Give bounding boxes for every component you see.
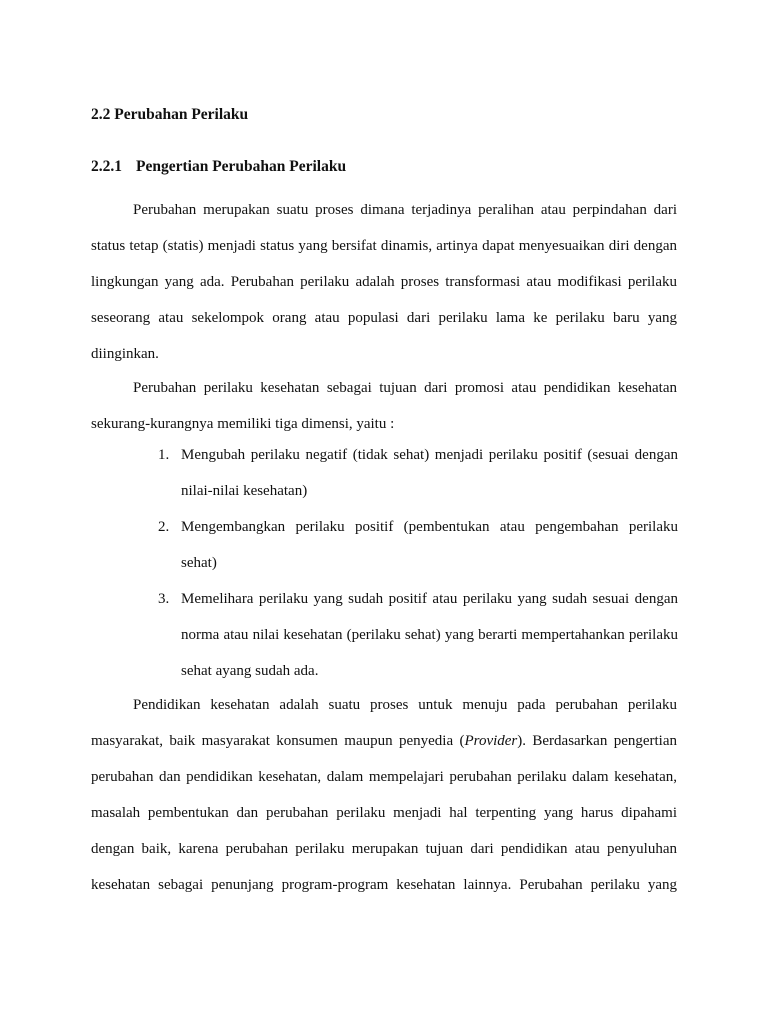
paragraph-line: diinginkan. — [91, 346, 159, 362]
list-line: sehat ayang sudah ada. — [181, 663, 319, 679]
paragraph-2 — [91, 370, 677, 442]
paragraph-line: lingkungan yang ada. Perubahan perilaku adalah proses transformasi atau modifikasi perilaku — [91, 274, 677, 290]
paragraph-line: sekurang-kurangnya memiliki tiga dimensi, yaitu : — [91, 416, 395, 432]
list-line: Mengembangkan perilaku positif (pembentukan atau pengembahan perilaku — [181, 519, 678, 535]
list-item — [158, 581, 678, 689]
paragraph-line: dengan baik, karena perubahan perilaku merupakan tujuan dari pendidikan atau penyuluhan — [91, 841, 677, 857]
list-number: 2. — [158, 519, 170, 535]
paragraph-line: Perubahan merupakan suatu proses dimana terjadinya peralihan atau perpindahan dari — [133, 202, 677, 218]
list-line: nilai-nilai kesehatan) — [181, 483, 308, 499]
text-run: masyarakat, baik masyarakat konsumen maupun penyedia ( — [91, 733, 465, 749]
paragraph-3 — [91, 687, 677, 903]
subsection-number: 2.2.1 — [91, 158, 122, 175]
paragraph-line: perubahan dan pendidikan kesehatan, dalam mempelajari perubahan perilaku dalam kesehatan, — [91, 769, 677, 785]
subsection-title: Pengertian Perubahan Perilaku — [136, 158, 347, 175]
list-line: Memelihara perilaku yang sudah positif atau perilaku yang sudah sesuai dengan — [181, 591, 678, 607]
paragraph-line — [91, 723, 677, 759]
paragraph-line: Pendidikan kesehatan adalah suatu proses untuk menuju pada perubahan perilaku — [133, 697, 677, 713]
text-run: ). Berdasarkan pengertian — [517, 733, 678, 749]
paragraph-line: kesehatan sebagai penunjang program-program kesehatan lainnya. Perubahan perilaku yang — [91, 877, 677, 893]
list-number: 3. — [158, 591, 170, 607]
italic-term: Provider — [464, 733, 518, 749]
paragraph-line: seseorang atau sekelompok orang atau populasi dari perilaku lama ke perilaku baru yang — [91, 310, 677, 326]
section-heading: 2.2 Perubahan Perilaku — [91, 106, 249, 123]
list-item — [158, 437, 678, 509]
list-item — [158, 509, 678, 581]
paragraph-line: status tetap (statis) menjadi status yang bersifat dinamis, artinya dapat menyesuaikan diri dengan — [91, 238, 677, 254]
paragraph-line: Perubahan perilaku kesehatan sebagai tujuan dari promosi atau pendidikan kesehatan — [133, 380, 677, 396]
paragraph-line: masalah pembentukan dan perubahan perilaku menjadi hal terpenting yang harus dipahami — [91, 805, 677, 821]
numbered-list — [158, 437, 678, 689]
list-line: norma atau nilai kesehatan (perilaku sehat) yang berarti mempertahankan perilaku — [181, 627, 678, 643]
list-line: sehat) — [181, 555, 217, 571]
list-number: 1. — [158, 447, 170, 463]
list-line: Mengubah perilaku negatif (tidak sehat) menjadi perilaku positif (sesuai dengan — [181, 447, 678, 463]
subsection-heading — [91, 158, 346, 176]
paragraph-1 — [91, 192, 677, 372]
